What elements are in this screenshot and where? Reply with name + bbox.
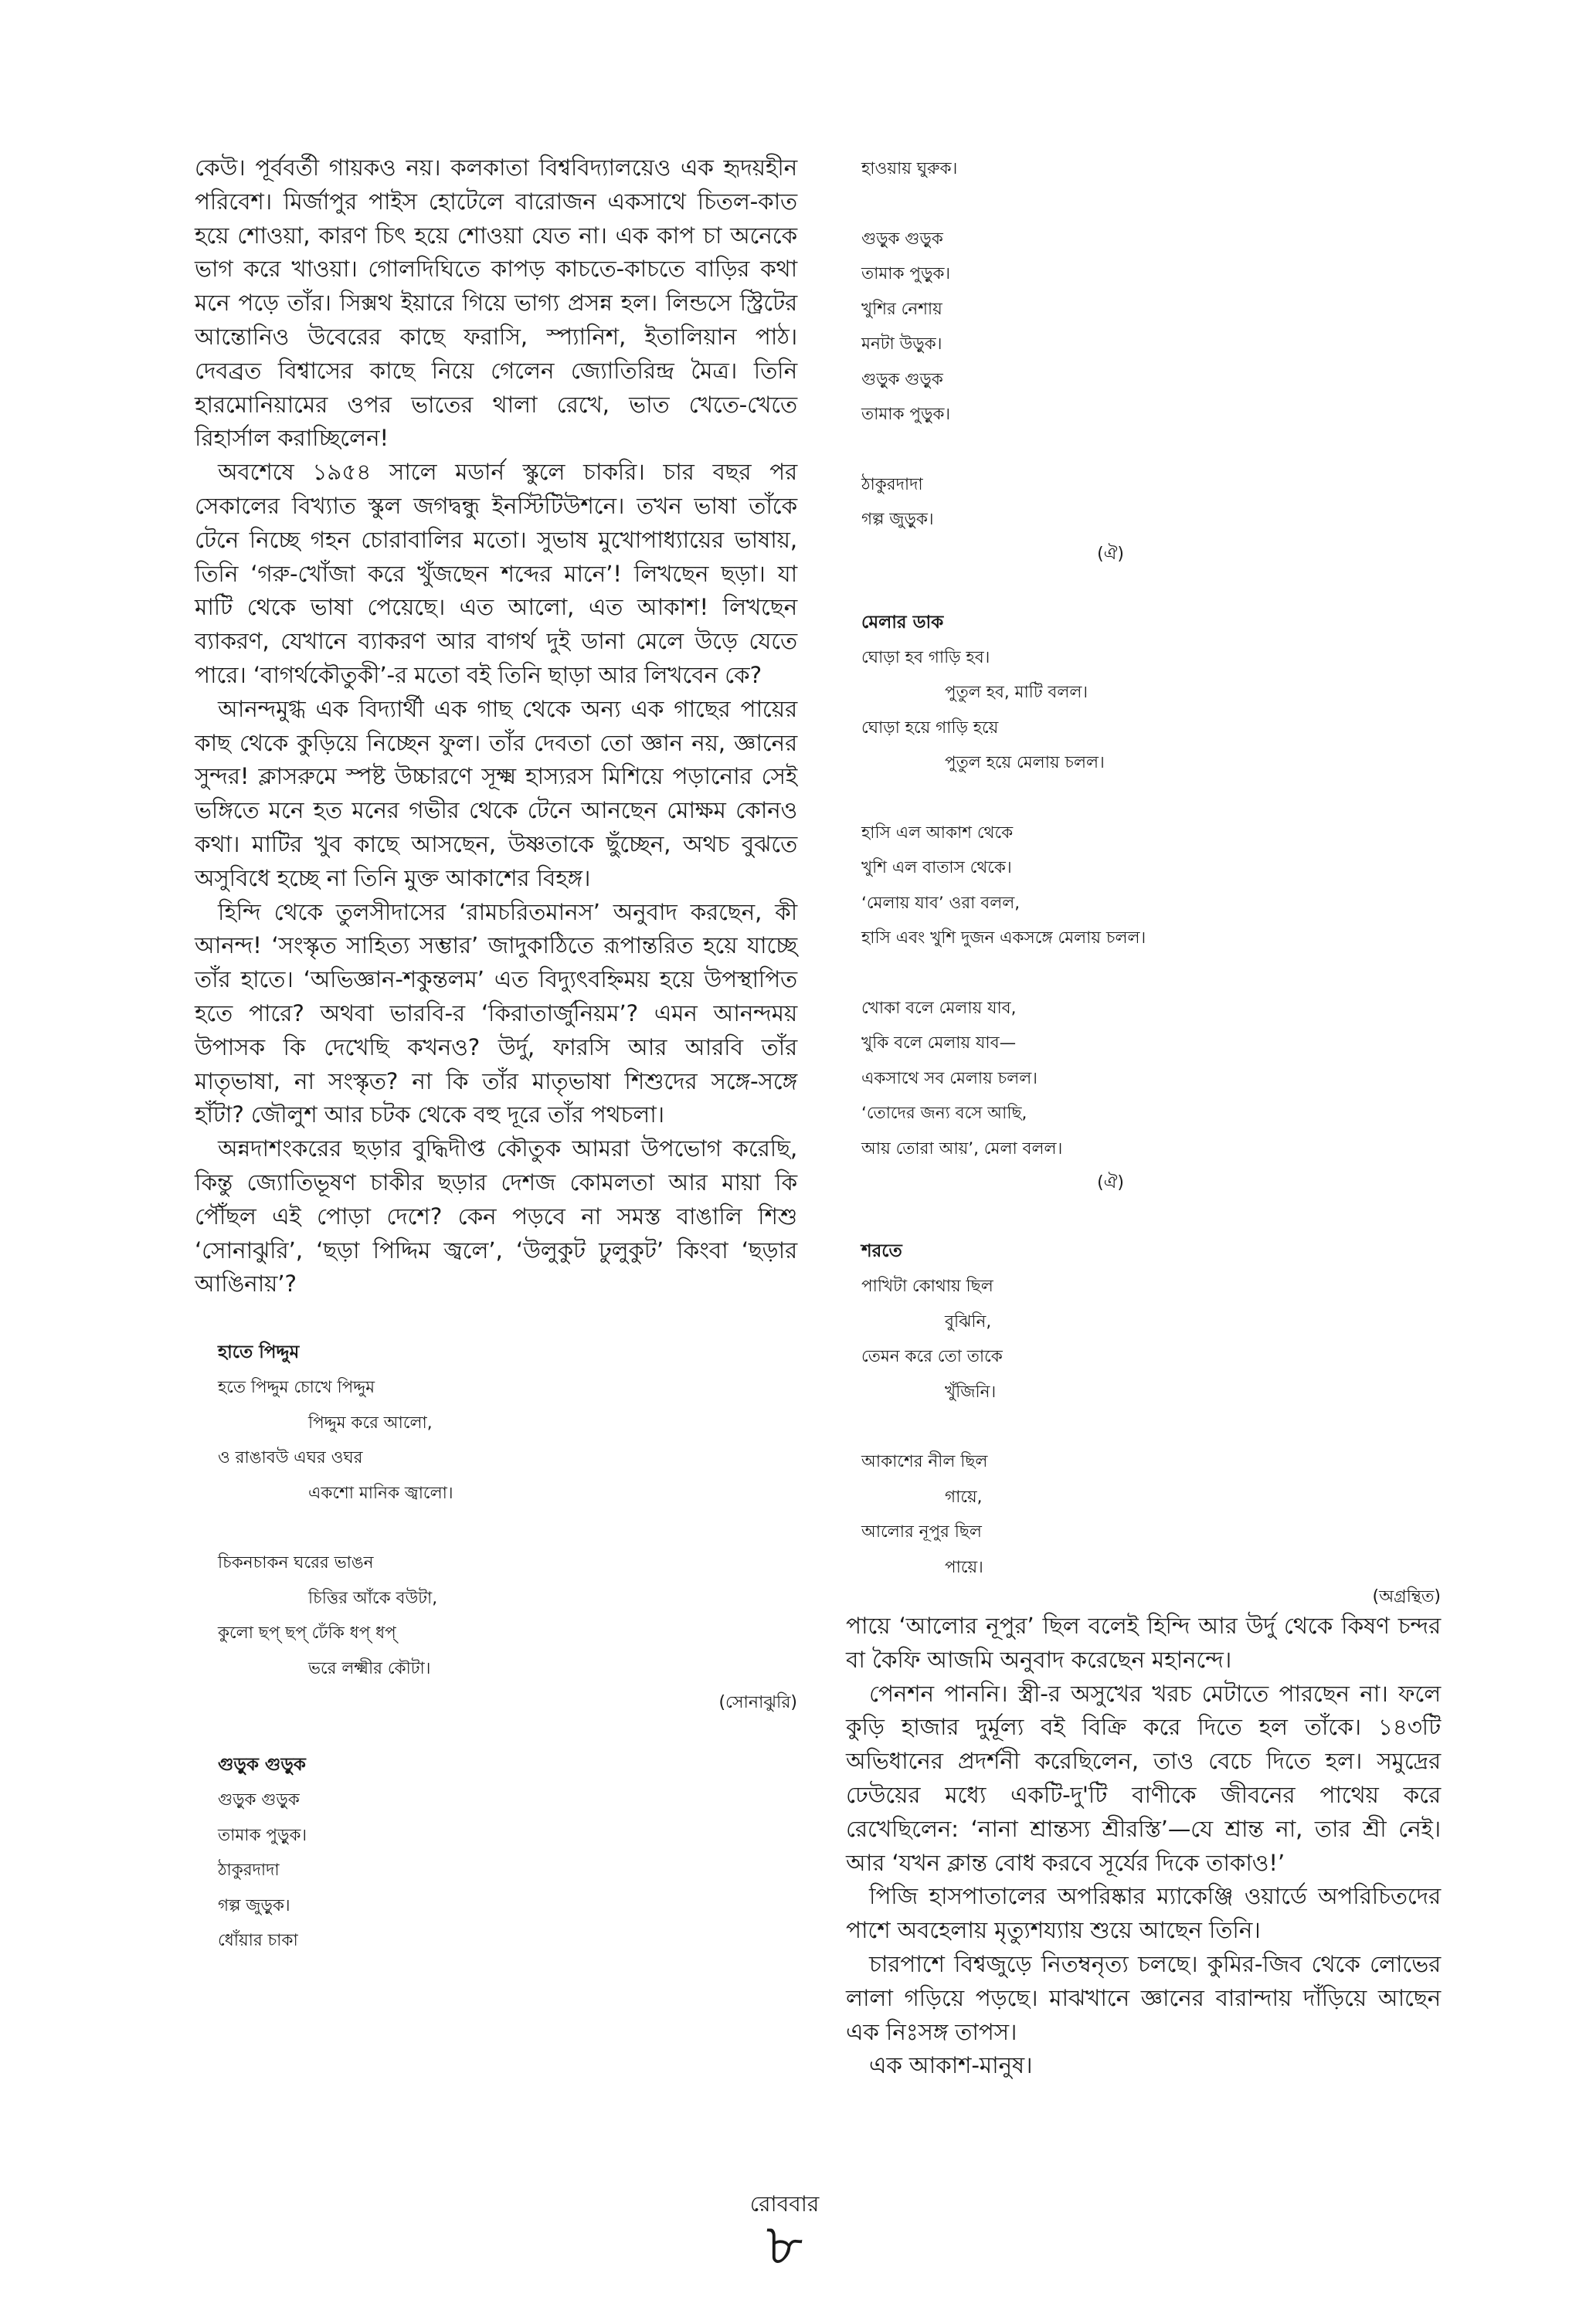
poem-guruk-guruk: [195, 1748, 797, 1959]
poem-source: (সোনাঝুরি): [718, 1693, 797, 1713]
paragraph: কেউ। পূর্ববর্তী গায়কও নয়। কলকাতা বিশ্ববিদ্যালয়েও এক হৃদয়হীন পরিবেশ। মির্জাপুর পাইস হোটেলে বারোজন একসাথে চিতল-কাত হয়ে শোওয়া, কারণ চিৎ হয়ে শোওয়া যেত না। এক কাপ চা অনেকে ভাগ করে খাওয়া। গোলদিঘিতে কাপড় কাচতে-কাচতে বাড়ির কথা মনে পড়ে তাঁর। সিক্সথ ইয়ারে গিয়ে ভাগ্য প্রসন্ন হল। লিন্ডসে স্ট্রিটের আন্তোনিও উবেরের কাছে ফরাসি, স্প্যানিশ, ইতালিয়ান পাঠ। দেবব্রত বিশ্বাসের কাছে নিয়ে গেলেন জ্যোতিরিন্দ্র মৈত্র। তিনি হারমোনিয়ামের ওপর ভাতের থালা রেখে, ভাত খেতে-খেতে রিহার্সাল করাচ্ছিলেন!: [195, 154, 797, 452]
poem-line: পুতুল হয়ে মেলায় চলল।: [945, 753, 1105, 772]
poem-line: গুড়ুক গুড়ুক: [861, 369, 943, 389]
poem-line: পিদ্দুম করে আলো,: [308, 1413, 433, 1433]
paragraph: হিন্দি থেকে তুলসীদাসের ‘রামচরিতমানস’ অনুবাদ করছেন, কী আনন্দ! ‘সংস্কৃত সাহিত্য সম্ভার’ জাদুকাঠিতে রূপান্তরিত হয়ে যাচ্ছে তাঁর হাতে। ‘অভিজ্ঞান-শকুন্তলম’ এত বিদ্যুৎবহ্নিময় হয়ে উপস্থাপিত হতে পারে? অথবা ভারবি-র ‘কিরাতার্জুনিয়ম’? এমন আনন্দময় উপাসক কি দেখেছি কখনও? উর্দু, ফারসি আর আরবি তাঁর মাতৃভাষা, না সংস্কৃত? না কি তাঁর মাতৃভাষা শিশুদের সঙ্গে-সঙ্গে হাঁটা? জৌলুশ আর চটক থেকে বহু দূরে তাঁর পথচলা।: [195, 898, 797, 1128]
paragraph: পায়ে ‘আলোর নূপুর’ ছিল বলেই হিন্দি আর উর্দু থেকে কিষণ চন্দর বা কৈফি আজমি অনুবাদ করেছেন মহানন্দে।: [846, 1613, 1441, 1673]
poem-title: হাতে পিদ্দুম: [218, 1342, 300, 1363]
poem-line: পায়ে।: [945, 1557, 983, 1577]
poem-line: ‘মেলায় যাব’ ওরা বলল,: [861, 893, 1021, 913]
poem-melar-dak: [861, 606, 1146, 1201]
poem-line: তেমন করে তো তাকে: [861, 1347, 1003, 1366]
poem-line: আয় তোরা আয়’, মেলা বলল।: [861, 1138, 1063, 1159]
poem-line: পাখিটা কোথায় ছিল: [861, 1277, 993, 1296]
paragraph: পেনশন পাননি। স্ত্রী-র অসুখের খরচ মেটাতে পারছেন না। ফলে কুড়ি হাজার দুর্মূল্য বই বিক্রি করে দিতে হল তাঁকে। ১৪৩টি অভিধানের প্রদর্শনী করেছিলেন, তাও বেচে দিতে হল। সমুদ্রের ঢেউয়ের মধ্যে একটি-দু'টি বাণীকে জীবনের পাথেয় করে রেখেছিলেন: ‘নানা শ্রান্তস্য শ্রীরস্তি’—যে শ্রান্ত না, তার শ্রী নেই। আর ‘যখন ক্লান্ত বোধ করবে সূর্যের দিকে তাকাও!’: [846, 1680, 1441, 1876]
poem-source: (ঐ): [1097, 544, 1124, 564]
right-prose: [846, 1610, 1441, 2083]
poem-hate-piddum: [195, 1335, 797, 1720]
paragraph: পিজি হাসপাতালের অপরিষ্কার ম্যাকেঞ্জি ওয়ার্ডে অপরিচিতদের পাশে অবহেলায় মৃত্যুশয্যায় শুয়ে আছেন তিনি।: [846, 1883, 1441, 1944]
page-number: ৮: [766, 2212, 803, 2278]
poem-line: আকাশের নীল ছিল: [861, 1452, 988, 1471]
paragraph: আনন্দমুগ্ধ এক বিদ্যার্থী এক গাছ থেকে অন্য এক গাছের পায়ের কাছ থেকে কুড়িয়ে নিচ্ছেন ফুল। তাঁর দেবতা তো জ্ঞান নয়, জ্ঞানের সুন্দর! ক্লাসরুমে স্পষ্ট উচ্চারণে সূক্ষ্ম হাস্যরস মিশিয়ে পড়ানোর সেই ভঙ্গিতে মনে হত মনের গভীর থেকে টেনে আনছেন মোক্ষম কোনও কথা। মাটির খুব কাছে আসছেন, উষ্ণতাকে ছুঁচ্ছেন, অথচ বুঝতে অসুবিধে হচ্ছে না তিনি মুক্ত আকাশের বিহঙ্গ।: [195, 695, 797, 891]
footer-label: রোববার: [749, 2191, 820, 2217]
poem-line: গল্প জুড়ুক।: [218, 1895, 290, 1915]
poem-line: একসাথে সব মেলায় চলল।: [861, 1068, 1038, 1088]
poem-line: ‘তোদের জন্য বসে আছি,: [861, 1104, 1027, 1123]
left-column: [195, 151, 797, 1959]
poem-line: কুলো ছপ্‌ ছপ্‌ ঢেঁকি ধপ্‌ ধপ্‌: [218, 1623, 396, 1644]
poem-line: তামাক পুড়ুক।: [861, 264, 951, 283]
poem-line: হতে পিদ্দুম চোখে পিদ্দুম: [218, 1378, 375, 1398]
poem-line: খুঁজিনি।: [945, 1382, 997, 1402]
poem-guruk-guruk-continued: [861, 151, 1124, 572]
poem-source: (অগ্রন্থিত): [1372, 1587, 1441, 1606]
left-prose: [195, 151, 797, 1301]
poem-line: চিকনচাকন ঘরের ভাঙন: [218, 1553, 374, 1573]
poem-line: ও রাঙাবউ এঘর ওঘর: [218, 1448, 363, 1468]
poem-line: ঠাকুরদাদা: [218, 1861, 280, 1881]
poem-line: ঠাকুরদাদা: [861, 474, 923, 494]
poem-line: ভরে লক্ষ্মীর কৌটা।: [308, 1658, 431, 1678]
poem-line: খুশি এল বাতাস থেকে।: [861, 858, 1012, 877]
poem-line: গুড়ুক গুড়ুক: [218, 1790, 300, 1810]
poem-line: বুঝিনি,: [945, 1311, 992, 1332]
poem-line: গল্প জুড়ুক।: [861, 510, 934, 529]
poem-line: ঘোড়া হব গাড়ি হব।: [861, 647, 990, 667]
poem-line: খোকা বলে মেলায় যাব,: [861, 998, 1017, 1018]
paragraph: চারপাশে বিশ্বজুড়ে নিতম্বনৃত্য চলছে। কুমির-জিব থেকে লোভের লালা গড়িয়ে পড়ছে। মাঝখানে জ্ঞানের বারান্দায় দাঁড়িয়ে আছেন এক নিঃসঙ্গ তাপস।: [846, 1950, 1441, 2045]
poem-line: খুশির নেশায়: [861, 299, 942, 319]
poem-title: গুড়ুক গুড়ুক: [218, 1755, 306, 1776]
poem-sharate: [861, 1234, 1441, 1610]
poem-line: গুড়ুক গুড়ুক: [861, 229, 943, 249]
poem-title: শরতে: [861, 1241, 902, 1261]
poem-line: চিত্তির আঁকে বউটা,: [308, 1588, 438, 1608]
poem-line: আলোর নূপুর ছিল: [861, 1522, 982, 1542]
poem-line: গায়ে,: [945, 1487, 983, 1507]
paragraph: অবশেষে ১৯৫৪ সালে মডার্ন স্কুলে চাকরি। চার বছর পর সেকালের বিখ্যাত স্কুল জগদ্বন্ধু ইনস্টিটিউশনে। তখন ভাষা তাঁকে টেনে নিচ্ছে গহন চোরাবালির মতো। সুভাষ মুখোপাধ্যায়ের ভাষায়, তিনি ‘গরু-খোঁজা করে খুঁজছেন শব্দের মানে’! লিখছেন ছড়া। যা মাটি থেকে ভাষা পেয়েছে। এত আলো, এত আকাশ! লিখছেন ব্যাকরণ, যেখানে ব্যাকরণ আর বাগর্থ দুই ডানা মেলে উড়ে যেতে পারে। ‘বাগর্থকৌতুকী’-র মতো বই তিনি ছাড়া আর লিখবেন কে?: [195, 459, 797, 688]
right-column: [846, 151, 1441, 2083]
poem-line: হাসি এল আকাশ থেকে: [861, 823, 1014, 843]
poem-line: পুতুল হব, মাটি বলল।: [945, 683, 1088, 702]
poem-line: হাওয়ায় ঘুরুক।: [861, 159, 958, 178]
poem-line: ঘোড়া হয়ে গাড়ি হয়ে: [861, 718, 999, 738]
poem-line: তামাক পুড়ুক।: [861, 405, 951, 424]
poem-line: মনটা উড়ুক।: [861, 334, 942, 354]
paragraph: অন্নদাশংকরের ছড়ার বুদ্ধিদীপ্ত কৌতুক আমরা উপভোগ করেছি, কিন্তু জ্যোতিভূষণ চাকীর ছড়ার দেশজ কোমলতা আর মায়া কি পৌঁছল এই পোড়া দেশে? কেন পড়বে না সমস্ত বাঙালি শিশু ‘সোনাঝুরি’, ‘ছড়া পিদ্দিম জ্বলে’, ‘উলুকুট ঢুলুকুট’ কিংবা ‘ছড়ার আঙিনায়’?: [195, 1135, 797, 1298]
poem-line: ধোঁয়ার চাকা: [218, 1931, 298, 1951]
paragraph: এক আকাশ-মানুষ।: [869, 2052, 1033, 2079]
poem-source: (ঐ): [1097, 1173, 1124, 1193]
poem-line: তামাক পুড়ুক।: [218, 1825, 307, 1845]
poem-line: একশো মানিক জ্বালো।: [308, 1483, 453, 1503]
poem-line: খুকি বলে মেলায় যাব—: [861, 1033, 1017, 1053]
poem-line: হাসি এবং খুশি দুজন একসঙ্গে মেলায় চলল।: [861, 928, 1146, 948]
poem-title: মেলার ডাক: [861, 612, 944, 633]
